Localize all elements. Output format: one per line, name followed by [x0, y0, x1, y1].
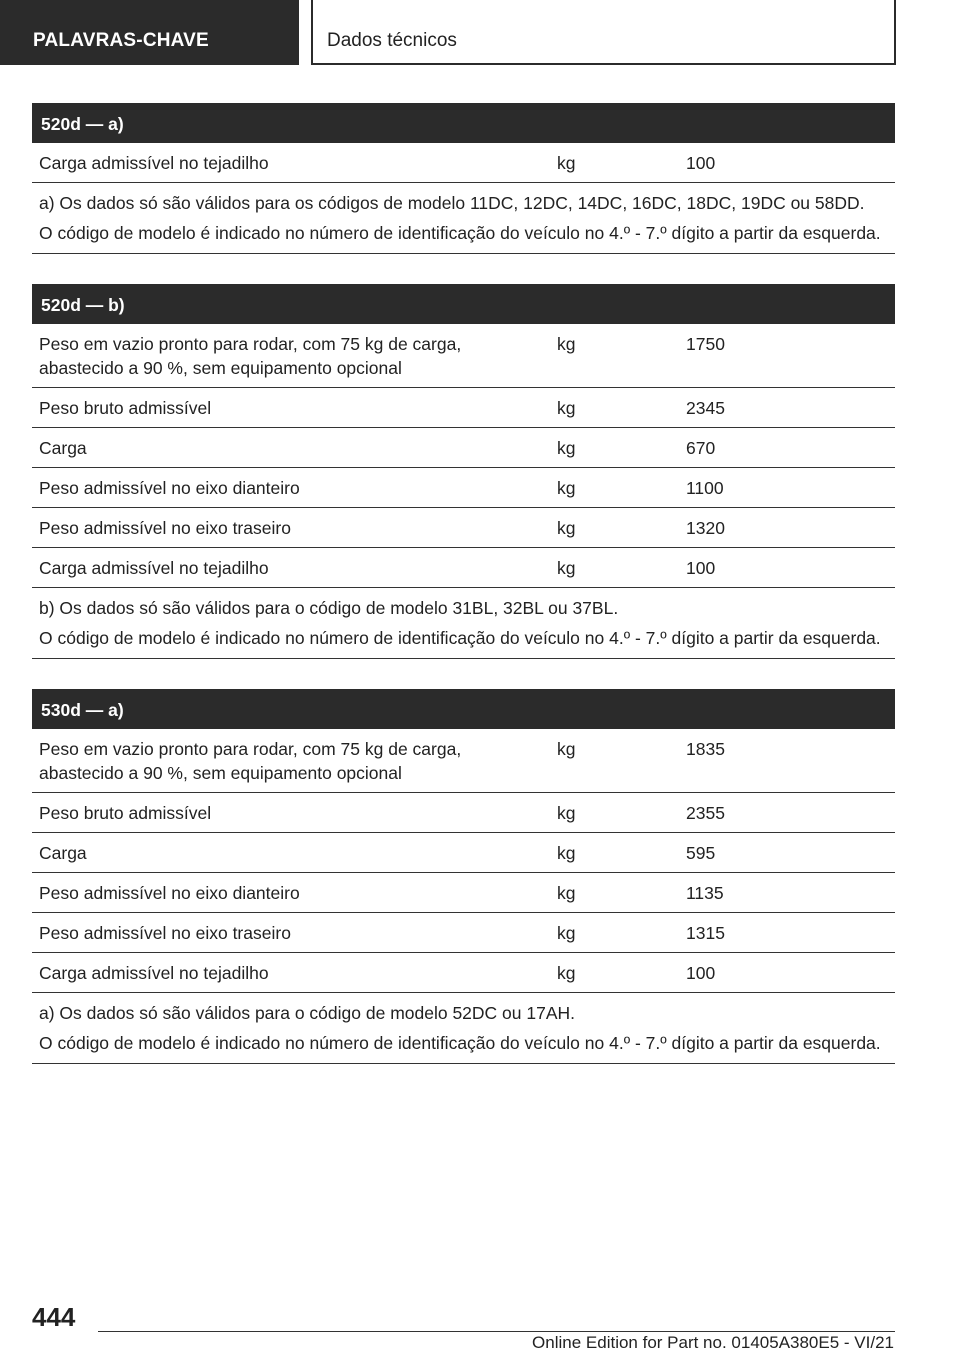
table-row — [32, 428, 895, 468]
row-label: Peso bruto admissível — [39, 398, 212, 418]
section-title: Dados técnicos — [311, 0, 896, 65]
row-unit: kg — [557, 923, 576, 943]
footnote-text: a) Os dados só são válidos para os códigos de modelo 11DC, 12DC, 14DC, 16DC, 18DC, 19DC ou 58DD. — [39, 193, 865, 213]
row-label: Peso em vazio pronto para rodar, com 75 kg de carga, abastecido a 90 %, sem equipamento opcional — [39, 739, 462, 783]
row-unit: kg — [557, 883, 576, 903]
table-row — [32, 324, 895, 388]
table-row — [32, 143, 895, 183]
table-row — [32, 873, 895, 913]
footnote-text: O código de modelo é indicado no número de identificação do veículo no 4.º - 7.º dígito a partir da esquerda. — [39, 223, 881, 243]
row-unit: kg — [557, 438, 576, 458]
row-label: Peso bruto admissível — [39, 803, 212, 823]
row-label: Carga admissível no tejadilho — [39, 153, 269, 173]
table-row — [32, 548, 895, 588]
row-label: Peso admissível no eixo traseiro — [39, 923, 291, 943]
row-unit: kg — [557, 334, 576, 354]
row-value: 1835 — [686, 739, 725, 759]
edition-text: Online Edition for Part no. 01405A380E5 - VI/21 — [532, 1333, 894, 1352]
row-unit: kg — [557, 739, 576, 759]
row-value: 100 — [686, 153, 716, 173]
keywords-tab[interactable]: PALAVRAS-CHAVE — [0, 0, 299, 65]
table-row — [32, 913, 895, 953]
row-label: Carga — [39, 438, 87, 458]
footnote-text: a) Os dados só são válidos para o código de modelo 52DC ou 17AH. — [39, 1003, 576, 1023]
spec-table — [32, 103, 895, 254]
row-value: 1320 — [686, 518, 725, 538]
table-row — [32, 953, 895, 993]
table-row — [32, 388, 895, 428]
row-unit: kg — [557, 803, 576, 823]
row-value: 100 — [686, 558, 716, 578]
table-title: 530d — a) — [32, 689, 895, 729]
table-title: 520d — b) — [32, 284, 895, 324]
row-value: 595 — [686, 843, 716, 863]
footnote-text: O código de modelo é indicado no número de identificação do veículo no 4.º - 7.º dígito a partir da esquerda. — [39, 1033, 881, 1053]
row-value: 1315 — [686, 923, 725, 943]
table-row — [32, 729, 895, 793]
row-value: 670 — [686, 438, 716, 458]
row-value: 1750 — [686, 334, 725, 354]
row-unit: kg — [557, 478, 576, 498]
footnote-text: b) Os dados só são válidos para o código de modelo 31BL, 32BL ou 37BL. — [39, 598, 619, 618]
page-number: 444 — [32, 1302, 76, 1332]
spec-tables — [32, 103, 895, 1094]
row-unit: kg — [557, 398, 576, 418]
table-title: 520d — a) — [32, 103, 895, 143]
spec-table — [32, 284, 895, 659]
row-unit: kg — [557, 558, 576, 578]
row-label: Peso em vazio pronto para rodar, com 75 kg de carga, abastecido a 90 %, sem equipamento opcional — [39, 334, 462, 378]
row-unit: kg — [557, 153, 576, 173]
row-unit: kg — [557, 518, 576, 538]
footer-divider — [98, 1331, 895, 1332]
spec-table — [32, 689, 895, 1064]
row-value: 2355 — [686, 803, 725, 823]
row-label: Carga admissível no tejadilho — [39, 558, 269, 578]
row-unit: kg — [557, 843, 576, 863]
page-header — [0, 0, 960, 66]
row-value: 2345 — [686, 398, 725, 418]
row-label: Carga admissível no tejadilho — [39, 963, 269, 983]
row-label: Carga — [39, 843, 87, 863]
row-value: 1135 — [686, 883, 724, 903]
footnote-text: O código de modelo é indicado no número de identificação do veículo no 4.º - 7.º dígito a partir da esquerda. — [39, 628, 881, 648]
row-label: Peso admissível no eixo dianteiro — [39, 883, 300, 903]
table-footnote — [32, 183, 895, 254]
table-footnote — [32, 993, 895, 1064]
table-row — [32, 508, 895, 548]
table-row — [32, 468, 895, 508]
table-row — [32, 793, 895, 833]
table-footnote — [32, 588, 895, 659]
row-value: 1100 — [686, 478, 724, 498]
row-unit: kg — [557, 963, 576, 983]
row-label: Peso admissível no eixo traseiro — [39, 518, 291, 538]
row-label: Peso admissível no eixo dianteiro — [39, 478, 300, 498]
table-row — [32, 833, 895, 873]
row-value: 100 — [686, 963, 716, 983]
